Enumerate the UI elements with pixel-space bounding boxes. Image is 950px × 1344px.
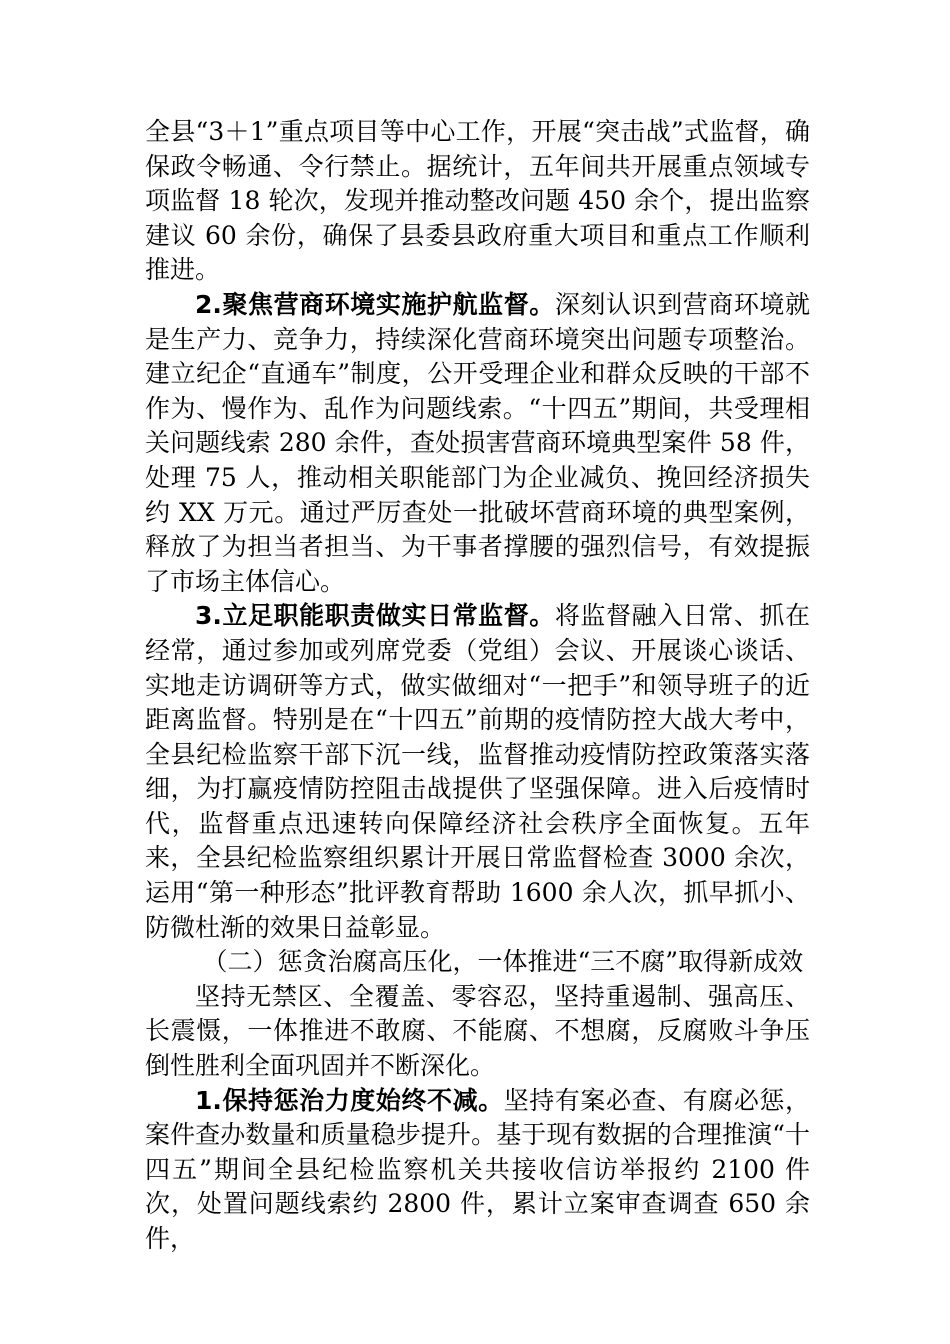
section-intro: 坚持无禁区、全覆盖、零容忍，坚持重遏制、强高压、长震慑，一体推进不敢腐、不能腐、不想腐，反腐败斗争压倒性胜利全面巩固并不断深化。 [145,981,810,1081]
document-body [145,115,810,1257]
paragraph-text: 将监督融入日常、抓在经常，通过参加或列席党委（党组）会议、开展谈心谈话、实地走访调研等方式，做实做细对“一把手”和领导班子的近距离监督。特别是在“十四五”前期的疫情防控大战大考中，全县纪检监察干部下沉一线，监督推动疫情防控政策落实落细，为打赢疫情防控阻击战提供了坚强保障。进入后疫情时代，监督重点迅速转向保障经济社会秩序全面恢复。五年来，全县纪检监察组织累计开展日常监督检查 3000 余次，运用“第一种形态”批评教育帮助 1600 余人次，抓早抓小、防微杜渐的效果日益彰显。 [145,601,810,942]
paragraph-text: 全县“3＋1”重点项目等中心工作，开展“突击战”式监督，确保政令畅通、令行禁止。据统计，五年间共开展重点领域专项监督 18 轮次，发现并推动整改问题 450 余个，提出监察建议 60 余份，确保了县委县政府重大项目和重点工作顺利推进。 [145,117,810,285]
paragraph-lead: 3.立足职能职责做实日常监督。 [195,601,555,631]
paragraph-continuation [145,115,810,288]
paragraph-lead: 2.聚焦营商环境实施护航监督。 [195,289,555,319]
paragraph-text: 坚持有案必查、有腐必惩，案件查办数量和质量稳步提升。基于现有数据的合理推演“十四五”期间全县纪检监察机关共接收信访举报约 2100 件次，处置问题线索约 2800 件，累计立案审查调查 650 余件， [145,1085,810,1253]
paragraph-business-environment [145,288,810,599]
paragraph-daily-supervision [145,599,810,945]
section-heading: （二）惩贪治腐高压化，一体推进“三不腐”取得新成效 [202,947,804,977]
paragraph-lead: 1.保持惩治力度始终不减。 [195,1085,504,1115]
paragraph-text: 深刻认识到营商环境就是生产力、竞争力，持续深化营商环境突出问题专项整治。建立纪企“直通车”制度，公开受理企业和群众反映的干部不作为、慢作为、乱作为问题线索。“十四五”期间，共受理相关问题线索 280 余件，查处损害营商环境典型案件 58 件，处理 75 人，推动相关职能部门为企业减负、挽回经济损失约 XX 万元。通过严厉查处一批破坏营商环境的典型案例，释放了为担当者担当、为干事者撑腰的强烈信号，有效提振了市场主体信心。 [145,289,810,596]
paragraph-punishment [145,1084,810,1257]
